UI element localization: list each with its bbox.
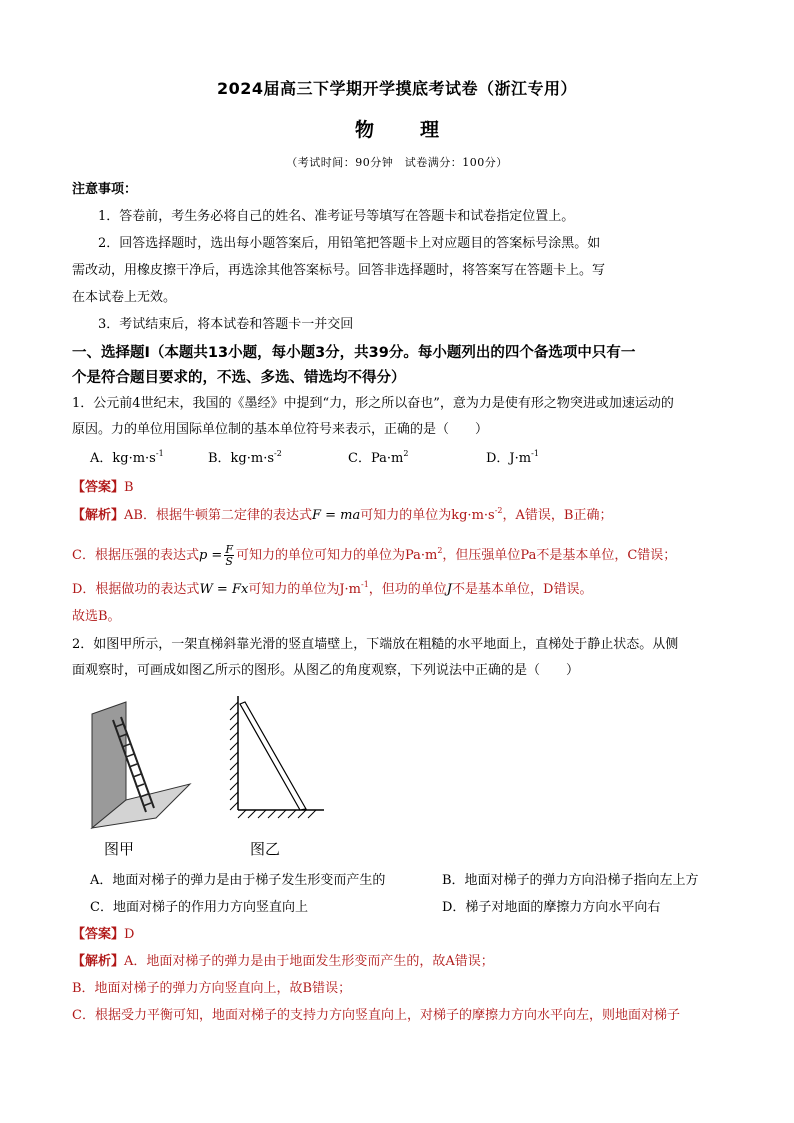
pressure-fraction: $\frac{F}{S}$ xyxy=(225,543,233,568)
figure-a-caption: 图甲 xyxy=(104,840,135,858)
q1-analysis-line-3: D．根据做功的表达式W = Fx可知力的单位为$J\cdot m^{-1}$，但功的单位J不是基本单位，D错误。 xyxy=(72,580,593,597)
q2-option-a: A．地面对梯子的弹力是由于梯子发生形变而产生的 xyxy=(90,873,386,888)
q1-stem-line-1: 1．公元前4世纪末，我国的《墨经》中提到“力，形之所以奋也”，意为力是使有形之物突进或加速运动的 xyxy=(72,396,674,411)
q2-stem-line-1: 2．如图甲所示，一架直梯斜靠光滑的竖直墙壁上，下端放在粗糙的水平地面上，直梯处于静止状态。从侧 xyxy=(72,637,679,652)
q1-option-a: A．$kg\cdot m\cdot s^{-1}$ xyxy=(90,449,164,466)
notice-item-2b: 需改动，用橡皮擦干净后，再选涂其他答案标号。回答非选择题时，将答案写在答题卡上。写 xyxy=(72,263,606,278)
q1-answer: 【答案】B xyxy=(72,480,134,495)
notice-item-2c: 在本试卷上无效。 xyxy=(72,290,177,305)
figure-a-ladder-illustration xyxy=(86,700,196,830)
q1-analysis-line-1: 【解析】AB．根据牛顿第二定律的表达式F = ma可知力的单位为$kg\cdot m\cdot s^{-2}$，A错误，B正确； xyxy=(72,506,613,523)
figure-b-side-view xyxy=(226,692,326,822)
q2-answer: 【答案】D xyxy=(72,927,135,942)
notice-heading: 注意事项： xyxy=(72,182,138,197)
q2-analysis-line-2: B．地面对梯子的弹力方向竖直向上，故B错误； xyxy=(72,981,352,996)
q2-option-c: C．地面对梯子的作用力方向竖直向上 xyxy=(90,900,308,915)
subject-char-1: 物 xyxy=(354,119,374,141)
q2-stem-line-2: 面观察时，可画成如图乙所示的图形。从图乙的角度观察，下列说法中正确的是（ ） xyxy=(72,663,580,678)
section-heading-line-2: 个是符合题目要求的，不选、多选、错选均不得分） xyxy=(72,370,406,386)
q1-conclusion: 故选B。 xyxy=(72,609,121,624)
q1-analysis-line-2: C．根据压强的表达式p = $\frac{F}{S}$ 可知力的单位可知力的单位为$Pa\cdot m^2$，但压强单位Pa不是基本单位，C错误； xyxy=(72,543,677,568)
q2-option-d: D．梯子对地面的摩擦力方向水平向右 xyxy=(442,900,661,915)
notice-item-1: 1．答卷前，考生务必将自己的姓名、准考证号等填写在答题卡和试卷指定位置上。 xyxy=(98,209,575,224)
subject-heading xyxy=(0,115,794,142)
notice-item-3: 3．考试结束后，将本试卷和答题卡一并交回 xyxy=(98,317,354,332)
q1-option-c: C．$Pa\cdot m^2$ xyxy=(348,449,409,466)
q1-option-d: D．$J\cdot m^{-1}$ xyxy=(486,449,539,466)
q2-option-b: B．地面对梯子的弹力方向沿梯子指向左上方 xyxy=(442,873,699,888)
q2-analysis-line-3: C．根据受力平衡可知，地面对梯子的支持力方向竖直向上，对梯子的摩擦力方向水平向左，则地面对梯子 xyxy=(72,1008,680,1023)
figure-b-caption: 图乙 xyxy=(250,840,281,858)
exam-meta: （考试时间：90分钟 试卷满分：100分） xyxy=(286,156,508,169)
section-heading-line-1: 一、选择题Ⅰ（本题共13小题，每小题3分，共39分。每小题列出的四个备选项中只有一 xyxy=(72,345,636,361)
q1-stem-line-2: 原因。力的单位用国际单位制的基本单位符号来表示，正确的是（ ） xyxy=(72,422,489,437)
exam-title: 2024届高三下学期开学摸底考试卷（浙江专用） xyxy=(216,79,578,98)
notice-item-2a: 2．回答选择题时，选出每小题答案后，用铅笔把答题卡上对应题目的答案标号涂黑。如 xyxy=(98,236,601,251)
q1-option-b: B．$kg\cdot m\cdot s^{-2}$ xyxy=(208,449,282,466)
subject-char-2: 理 xyxy=(420,119,440,141)
q2-analysis-line-1: 【解析】A．地面对梯子的弹力是由于地面发生形变而产生的，故A错误； xyxy=(72,954,494,969)
